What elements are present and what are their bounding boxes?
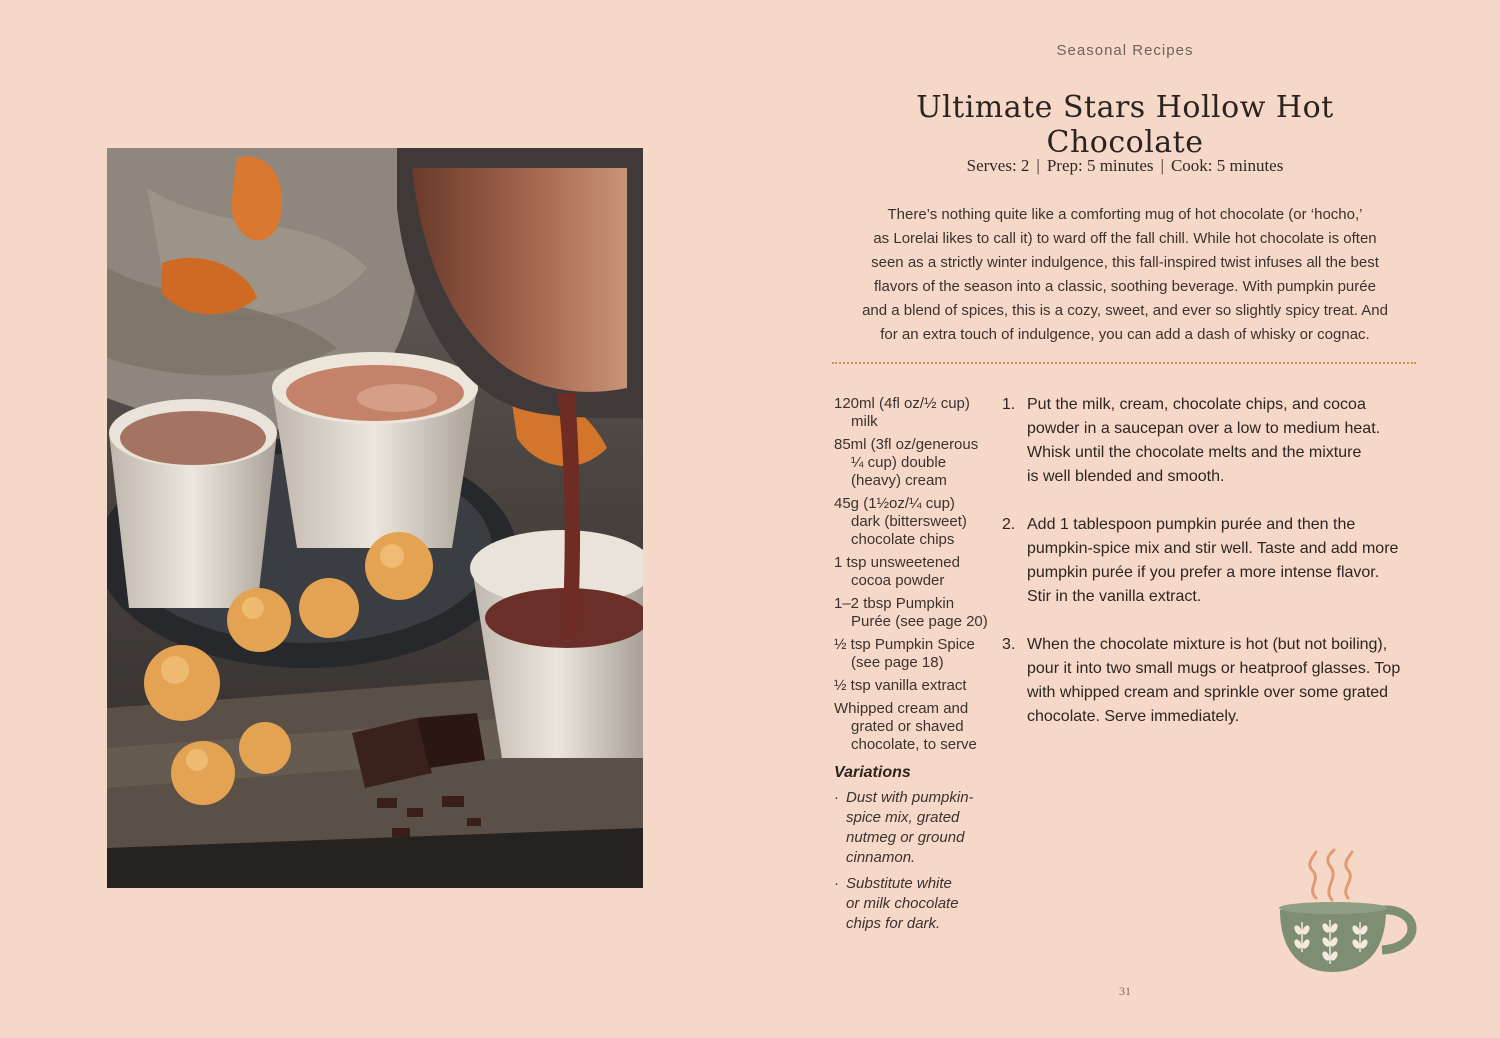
method-step xyxy=(1002,513,1402,609)
ingredient-line: grated or shaved xyxy=(851,718,964,735)
variation-item xyxy=(834,788,994,868)
hot-chocolate-photo xyxy=(107,148,643,888)
intro-line: as Lorelai likes to call it) to ward off the fall chill. While hot chocolate is often xyxy=(873,230,1377,247)
ingredient-line: chocolate chips xyxy=(851,531,955,548)
ingredient-line: ¼ cup) double xyxy=(851,454,947,471)
ingredient-line: 1 tsp unsweetened xyxy=(834,554,960,571)
step-line: Whisk until the chocolate melts and the mixture xyxy=(1027,444,1362,461)
steaming-mug-icon xyxy=(1272,848,1422,983)
variation-line: Dust with pumpkin- xyxy=(846,789,974,806)
variation-line: chips for dark. xyxy=(846,915,941,932)
ingredient-item xyxy=(834,395,994,431)
recipe-intro xyxy=(860,203,1390,347)
step-line: Stir in the vanilla extract. xyxy=(1027,588,1202,605)
variation-line: cinnamon. xyxy=(846,849,916,866)
ingredient-line: 45g (1½oz/¼ cup) xyxy=(834,495,955,512)
method-step xyxy=(1002,393,1402,489)
intro-line: for an extra touch of indulgence, you can add a dash of whisky or cognac. xyxy=(880,326,1370,343)
bullet-glyph: · xyxy=(834,875,839,892)
method-step xyxy=(1002,633,1402,729)
intro-line: flavors of the season into a classic, soothing beverage. With pumpkin purée xyxy=(874,278,1376,295)
step-line: When the chocolate mixture is hot (but not boiling), xyxy=(1027,636,1388,653)
variation-line: Substitute white xyxy=(846,875,952,892)
ingredient-line: chocolate, to serve xyxy=(851,736,977,753)
ingredient-line: 1–2 tbsp Pumpkin xyxy=(834,595,955,612)
ingredient-line: 85ml (3fl oz/generous xyxy=(834,436,979,453)
method-steps xyxy=(1002,393,1402,753)
page-number: 31 xyxy=(1119,984,1131,998)
step-line: powder in a saucepan over a low to medium heat. xyxy=(1027,420,1381,437)
ingredient-item xyxy=(834,677,994,695)
step-line: pumpkin purée if you prefer a more intense flavor. xyxy=(1027,564,1380,581)
ingredient-item xyxy=(834,495,994,549)
ingredient-line: milk xyxy=(851,413,878,430)
intro-line: and a blend of spices, this is a cozy, sweet, and ever so slightly spicy treat. And xyxy=(862,302,1388,319)
step-line: pour it into two small mugs or heatproof glasses. Top xyxy=(1027,660,1401,677)
step-number: 2. xyxy=(1002,516,1016,533)
serves-label: Serves: 2 xyxy=(966,156,1030,175)
meta-separator: | xyxy=(1036,156,1040,175)
bullet-glyph: · xyxy=(834,789,839,806)
dotted-divider xyxy=(832,362,1416,364)
ingredient-line: dark (bittersweet) xyxy=(851,513,967,530)
ingredients-list xyxy=(834,395,994,934)
ingredient-line: (heavy) cream xyxy=(851,472,947,489)
ingredient-item xyxy=(834,436,994,490)
ingredient-line: cocoa powder xyxy=(851,572,945,589)
recipe-title: Ultimate Stars Hollow Hot Chocolate xyxy=(916,90,1334,160)
section-header: Seasonal Recipes xyxy=(1056,42,1194,59)
cook-time: Cook: 5 minutes xyxy=(1170,156,1284,175)
meta-separator: | xyxy=(1160,156,1164,175)
step-line: chocolate. Serve immediately. xyxy=(1027,708,1240,725)
ingredient-line: (see page 18) xyxy=(851,654,944,671)
variation-item xyxy=(834,874,994,934)
ingredient-line: Whipped cream and xyxy=(834,700,969,717)
variations-heading: Variations xyxy=(834,764,911,781)
ingredient-item xyxy=(834,700,994,754)
ingredient-item xyxy=(834,554,994,590)
ingredient-item xyxy=(834,636,994,672)
variation-line: nutmeg or ground xyxy=(846,829,965,846)
prep-time: Prep: 5 minutes xyxy=(1046,156,1154,175)
ingredient-line: ½ tsp Pumpkin Spice xyxy=(834,636,975,653)
step-line: with whipped cream and sprinkle over some grated xyxy=(1027,684,1389,701)
step-line: Add 1 tablespoon pumpkin purée and then the xyxy=(1027,516,1356,533)
step-line: pumpkin-spice mix and stir well. Taste and add more xyxy=(1027,540,1399,557)
intro-line: seen as a strictly winter indulgence, this fall-inspired twist infuses all the best xyxy=(871,254,1379,271)
ingredient-item xyxy=(834,595,994,631)
step-line: is well blended and smooth. xyxy=(1027,468,1225,485)
step-number: 3. xyxy=(1002,636,1016,653)
variation-line: spice mix, grated xyxy=(846,809,960,826)
intro-line: There’s nothing quite like a comforting mug of hot chocolate (or ‘hocho,’ xyxy=(887,206,1363,223)
step-number: 1. xyxy=(1002,396,1016,413)
ingredient-line: ½ tsp vanilla extract xyxy=(834,677,967,694)
variation-line: or milk chocolate xyxy=(846,895,959,912)
ingredient-line: Purée (see page 20) xyxy=(851,613,988,630)
step-line: Put the milk, cream, chocolate chips, and cocoa xyxy=(1027,396,1366,413)
ingredient-line: 120ml (4fl oz/½ cup) xyxy=(834,395,970,412)
recipe-meta xyxy=(840,156,1410,176)
